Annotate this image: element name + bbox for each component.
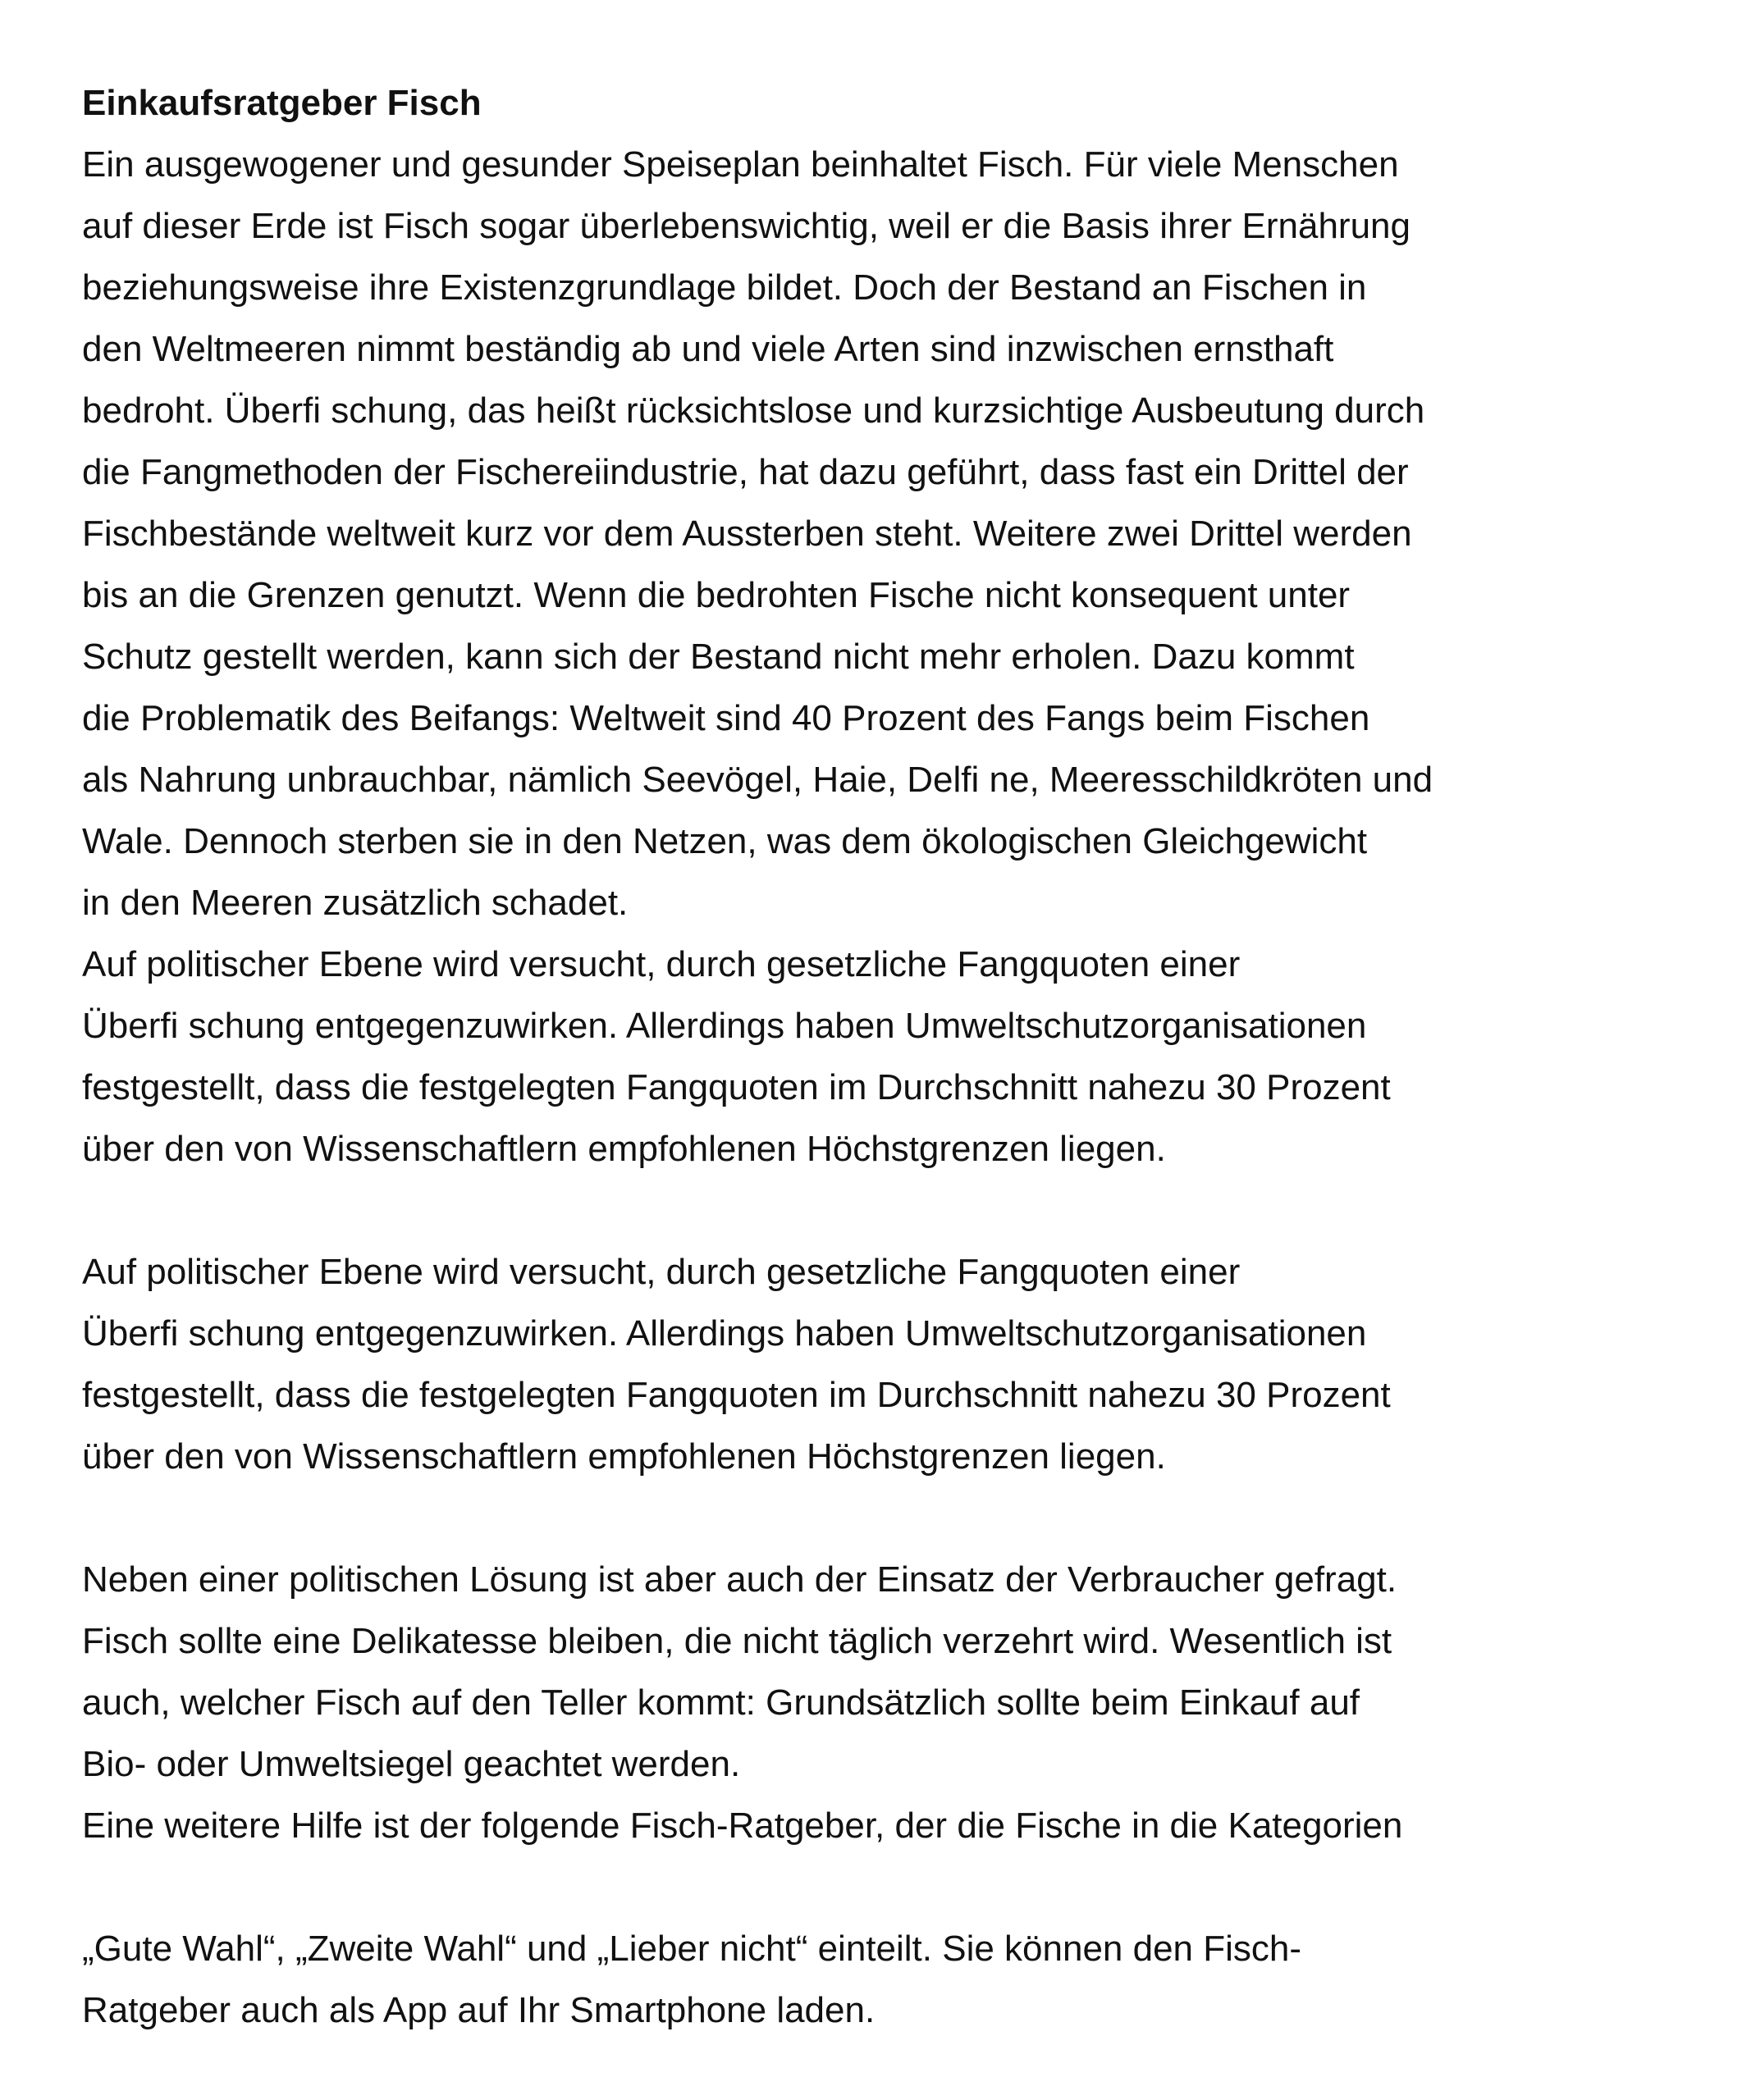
- text-line: den Weltmeeren nimmt beständig ab und viele Arten sind inzwischen ernsthaft: [82, 329, 1334, 369]
- text-line: Auf politischer Ebene wird versucht, durch gesetzliche Fangquoten einer: [82, 1252, 1241, 1292]
- text-line: Wale. Dennoch sterben sie in den Netzen, was dem ökologischen Gleichgewicht: [82, 821, 1368, 861]
- text-line: Fischbestände weltweit kurz vor dem Aussterben steht. Weitere zwei Drittel werden: [82, 514, 1412, 554]
- text-line: Ratgeber auch als App auf Ihr Smartphone laden.: [82, 1990, 876, 2030]
- text-line: Auf politischer Ebene wird versucht, durch gesetzliche Fangquoten einer: [82, 944, 1241, 984]
- text-line: Fisch sollte eine Delikatesse bleiben, die nicht täglich verzehrt wird. Wesentlich ist: [82, 1621, 1392, 1661]
- text-line: Bio- oder Umweltsiegel geachtet werden.: [82, 1744, 741, 1784]
- text-line: auf dieser Erde ist Fisch sogar überlebenswichtig, weil er die Basis ihrer Ernährung: [82, 206, 1411, 246]
- text-line: Ein ausgewogener und gesunder Speiseplan beinhaltet Fisch. Für viele Menschen: [82, 144, 1399, 185]
- text-line: beziehungsweise ihre Existenzgrundlage bildet. Doch der Bestand an Fischen in: [82, 267, 1367, 308]
- text-line: „Gute Wahl“, „Zweite Wahl“ und „Lieber nicht“ einteilt. Sie können den Fisch-: [82, 1929, 1302, 1969]
- document-page: [82, 72, 1690, 2041]
- text-line: Neben einer politischen Lösung ist aber auch der Einsatz der Verbraucher gefragt.: [82, 1559, 1397, 1600]
- paragraph-block-3: [82, 1549, 1690, 1856]
- text-line: Überfi schung entgegenzuwirken. Allerdings haben Umweltschutzorganisationen: [82, 1313, 1367, 1354]
- paragraph-gap: [82, 1487, 1690, 1549]
- text-line: Schutz gestellt werden, kann sich der Bestand nicht mehr erholen. Dazu kommt: [82, 637, 1355, 677]
- text-line: Eine weitere Hilfe ist der folgende Fisch-Ratgeber, der die Fische in die Kategorien: [82, 1806, 1403, 1846]
- document-title: Einkaufsratgeber Fisch: [82, 83, 482, 123]
- text-line: festgestellt, dass die festgelegten Fangquoten im Durchschnitt nahezu 30 Prozent: [82, 1067, 1391, 1107]
- text-line: bis an die Grenzen genutzt. Wenn die bedrohten Fische nicht konsequent unter: [82, 575, 1351, 615]
- text-line: festgestellt, dass die festgelegten Fangquoten im Durchschnitt nahezu 30 Prozent: [82, 1375, 1391, 1415]
- text-line: in den Meeren zusätzlich schadet.: [82, 883, 629, 923]
- paragraph-block-4: [82, 1918, 1690, 2041]
- paragraph-gap: [82, 1856, 1690, 1918]
- text-line: die Fangmethoden der Fischereiindustrie, hat dazu geführt, dass fast ein Drittel der: [82, 452, 1409, 492]
- text-line: als Nahrung unbrauchbar, nämlich Seevögel, Haie, Delfi ne, Meeresschildkröten und: [82, 760, 1433, 800]
- paragraph-block-1: [82, 134, 1690, 1180]
- text-line: Überfi schung entgegenzuwirken. Allerdings haben Umweltschutzorganisationen: [82, 1006, 1367, 1046]
- text-line: über den von Wissenschaftlern empfohlenen Höchstgrenzen liegen.: [82, 1436, 1166, 1477]
- text-line: über den von Wissenschaftlern empfohlenen Höchstgrenzen liegen.: [82, 1129, 1166, 1169]
- paragraph-gap: [82, 1180, 1690, 1241]
- text-line: bedroht. Überfi schung, das heißt rücksichtslose und kurzsichtige Ausbeutung durch: [82, 390, 1425, 431]
- text-line: die Problematik des Beifangs: Weltweit sind 40 Prozent des Fangs beim Fischen: [82, 698, 1370, 738]
- paragraph-block-2: [82, 1241, 1690, 1487]
- text-line: auch, welcher Fisch auf den Teller kommt: Grundsätzlich sollte beim Einkauf auf: [82, 1682, 1360, 1723]
